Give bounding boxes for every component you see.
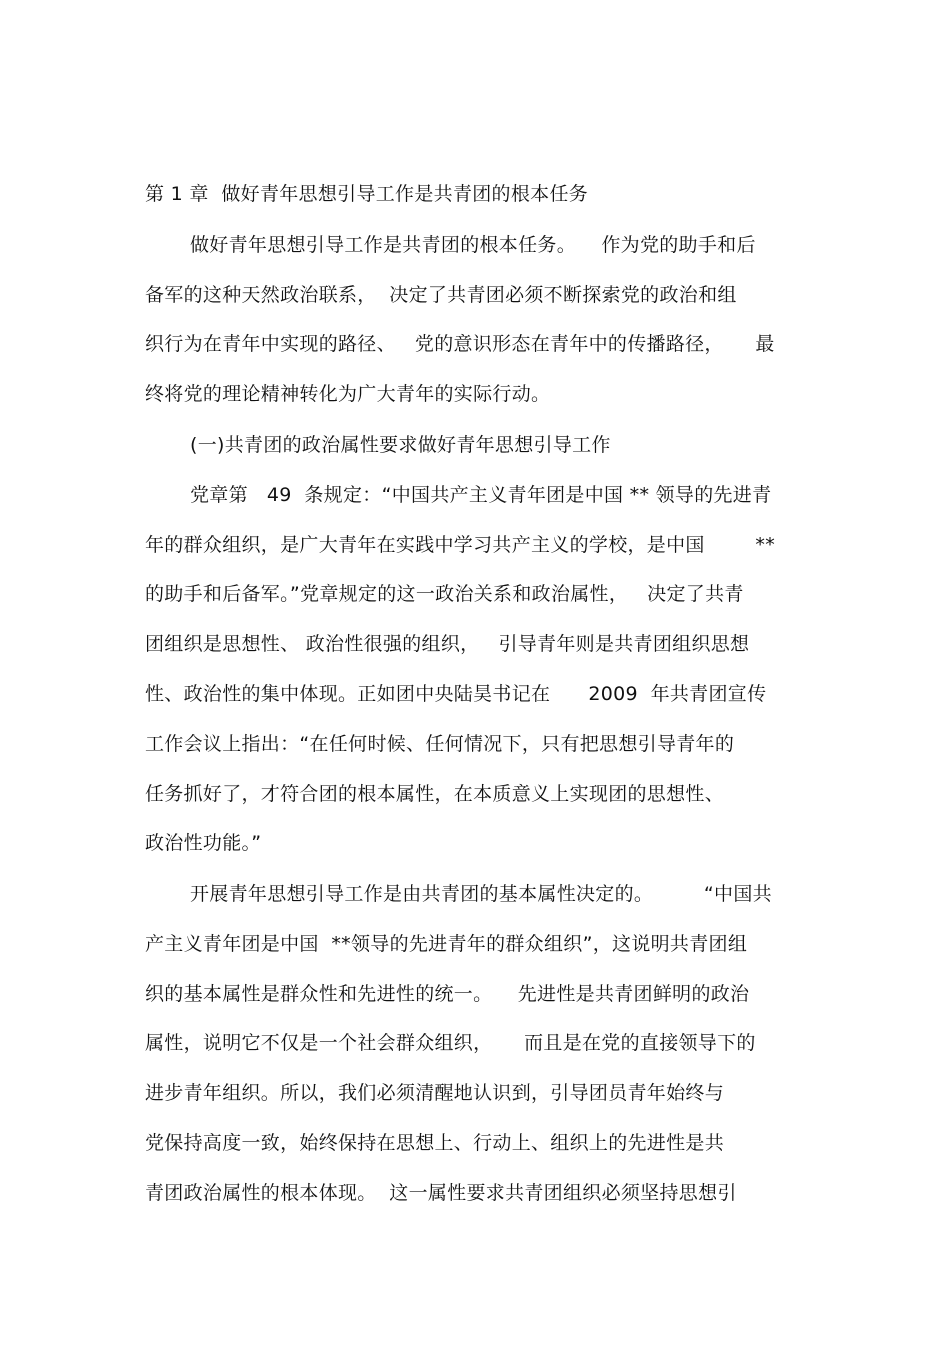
- paragraph-line: 政治性功能。”: [145, 832, 262, 854]
- paragraph-line: 的助手和后备军。”党章规定的这一政治关系和政治属性， 决定了共青: [145, 583, 744, 605]
- paragraph-line: 性、政治性的集中体现。正如团中央陆昊书记在 2009 年共青团宣传: [145, 683, 767, 705]
- paragraph-line: 织的基本属性是群众性和先进性的统一。 先进性是共青团鲜明的政治: [145, 983, 750, 1005]
- chapter-title: 第 1 章 做好青年思想引导工作是共青团的根本任务: [145, 183, 589, 205]
- paragraph-line: 任务抓好了，才符合团的根本属性，在本质意义上实现团的思想性、: [145, 783, 725, 805]
- paragraph-line: 党保持高度一致，始终保持在思想上、行动上、组织上的先进性是共: [145, 1132, 725, 1154]
- paragraph-line: 进步青年组织。所以，我们必须清醒地认识到，引导团员青年始终与: [145, 1082, 725, 1104]
- paragraph-line: 年的群众组织，是广大青年在实践中学习共产主义的学校，是中国 **: [145, 534, 776, 556]
- paragraph-line: 属性，说明它不仅是一个社会群众组织， 而且是在党的直接领导下的: [145, 1032, 756, 1054]
- paragraph-line: 党章第 49 条规定：“中国共产主义青年团是中国 ** 领导的先进青: [190, 484, 772, 506]
- paragraph-line: 开展青年思想引导工作是由共青团的基本属性决定的。 “中国共: [190, 883, 772, 905]
- paragraph-line: 备军的这种天然政治联系， 决定了共青团必须不断探索党的政治和组: [145, 284, 737, 306]
- paragraph-line: 产主义青年团是中国 **领导的先进青年的群众组织”，这说明共青团组: [145, 933, 748, 955]
- paragraph-line: 做好青年思想引导工作是共青团的根本任务。 作为党的助手和后: [190, 234, 756, 256]
- paragraph-line: 终将党的理论精神转化为广大青年的实际行动。: [145, 383, 551, 405]
- paragraph-line: 工作会议上指出：“在任何时候、任何情况下，只有把思想引导青年的: [145, 733, 735, 755]
- paragraph-line: 青团政治属性的根本体现。 这一属性要求共青团组织必须坚持思想引: [145, 1182, 737, 1204]
- section-heading-text: (一)共青团的政治属性要求做好青年思想引导工作: [190, 434, 611, 456]
- paragraph-line: 团组织是思想性、 政治性很强的组织， 引导青年则是共青团组织思想: [145, 633, 750, 655]
- paragraph-line: 织行为在青年中实现的路径、 党的意识形态在青年中的传播路径， 最: [145, 333, 775, 355]
